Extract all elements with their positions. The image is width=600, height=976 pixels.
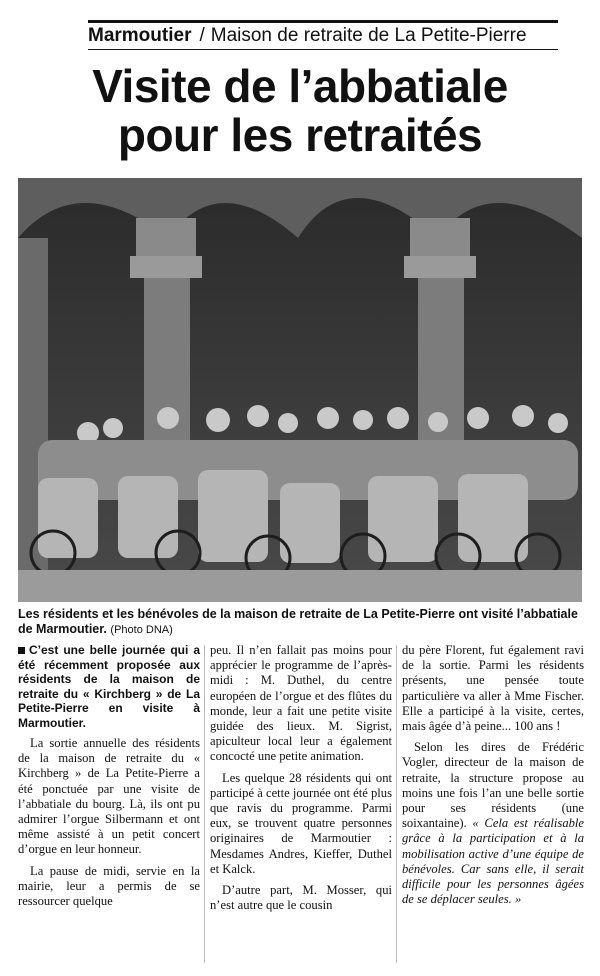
paragraph-4: Les quelque 28 résidents qui ont participé à cette journée ont été plus que ravis du programme. Parmi eux, se trouvent quatre personnes originaires de Marmoutier : Mesdames Andres, Kieffer, Duthel et Kalck. <box>210 770 392 876</box>
paragraph-1: La sortie annuelle des résidents de la maison de retraite du « Kirchberg » de La Petite-Pierre a été ponctuée par une visite de l’abbatiale du bourg. Là, ils ont pu admirer l’orgue Silbermann et ont même assisté à un petit concert d’orgue en leur honneur. <box>18 736 200 857</box>
paragraph-5: D’autre part, M. Mosser, qui n’est autre que le cousin <box>210 883 392 913</box>
ground <box>18 570 582 602</box>
article-column-2 <box>210 643 392 919</box>
lead-bullet-icon <box>18 647 25 654</box>
headline-line-2: pour les retraités <box>117 109 483 161</box>
rubric-town: Marmoutier <box>88 25 192 46</box>
column-rule-2 <box>396 645 397 963</box>
article-lead <box>18 643 200 730</box>
rubric-separator: / <box>199 25 205 46</box>
director-quote: « Cela est réalisable grâce à la participation et à la mobilisation active d’une équipe de bénévoles. Car sans elle, il serait difficile pour les personnes âgées de se déplacer seules. » <box>402 816 584 907</box>
column-rule-1 <box>204 645 205 963</box>
article-column-3 <box>402 643 584 913</box>
photo-caption <box>18 607 582 638</box>
headline-line-1: Visite de l’abbatiale <box>92 60 508 112</box>
paragraph-7 <box>402 740 584 907</box>
rubric-section: Maison de retraite de La Petite-Pierre <box>210 25 527 46</box>
caption-text: Les résidents et les bénévoles de la maison de retraite de La Petite-Pierre ont visité l’abbatiale de Marmoutier. <box>18 607 578 636</box>
group-photo-illustration <box>18 178 582 602</box>
article-headline <box>20 62 580 160</box>
photo-credit: (Photo DNA) <box>110 624 173 636</box>
article-column-1 <box>18 643 200 915</box>
paragraph-2: La pause de midi, servie en la mairie, leur a permis de se ressourcer quelque <box>18 863 200 909</box>
paragraph-6: du père Florent, fut également ravi de la sortie. Parmi les résidents présents, une pensée toute particulière va aller à Mme Fischer. Elle a participé à la visite, certes, mais âgée d’à peine... 100 ans ! <box>402 643 584 734</box>
lead-text: C’est une belle journée qui a été récemment proposée aux résidents de la maison de retraite du « Kirchberg » de La Petite-Pierre en visite à Marmoutier. <box>18 643 200 730</box>
paragraph-3: peu. Il n’en fallait pas moins pour apprécier le programme de l’après-midi : M. Duthel, du centre européen de l’orgue et des flûtes du monde, leur a fait une petite visite guidée des lieux. M. Sigrist, apiculteur local leur a également concocté une petite animation. <box>210 643 392 764</box>
group-photo <box>18 178 582 602</box>
section-rubric <box>88 20 558 50</box>
paragraph-7-text: Selon les dires de Frédéric Vogler, directeur de la maison de retraite, la structure propose au moins une fois l’an une belle sortie pour ses résidents (une soixantaine). <box>402 740 584 831</box>
